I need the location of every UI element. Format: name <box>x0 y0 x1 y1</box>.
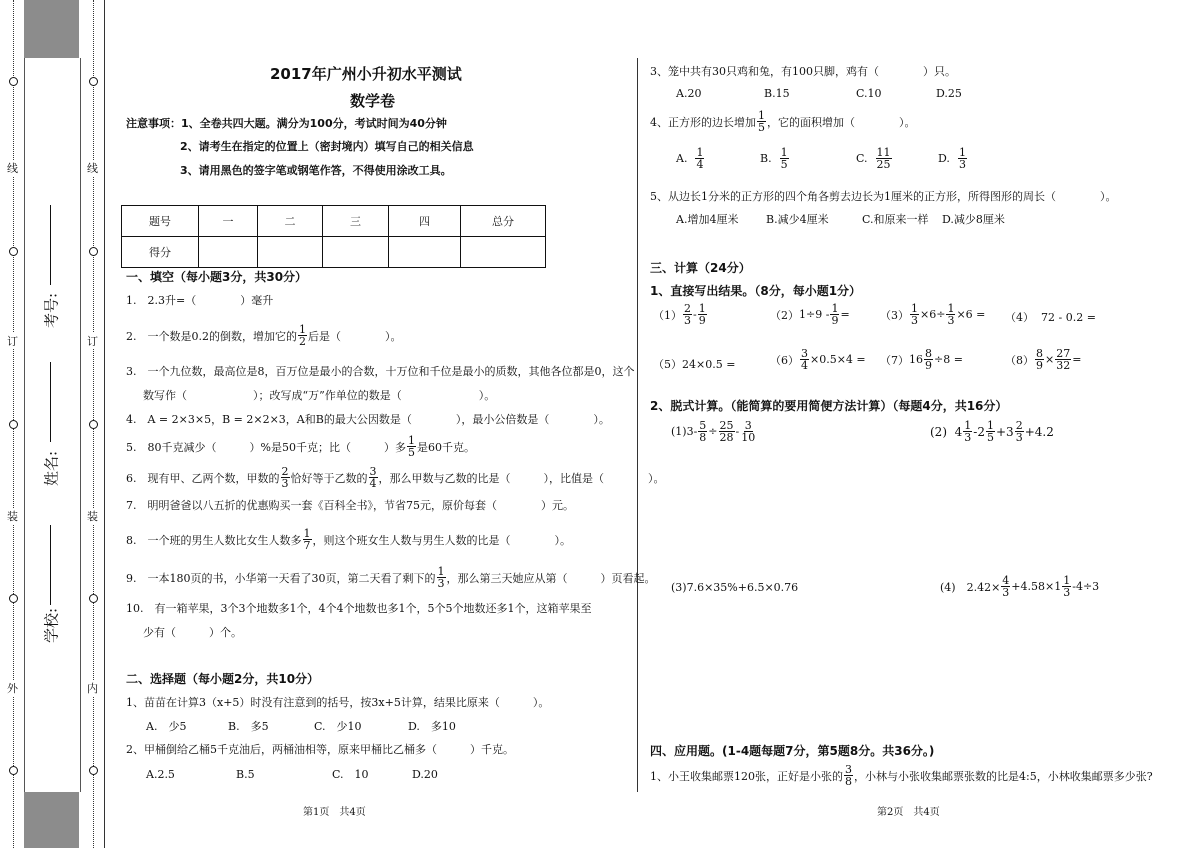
frac-num: 1 <box>958 146 966 159</box>
calc-item-8 <box>1005 348 1081 371</box>
frac-den: 4 <box>801 359 808 372</box>
calc-text: -2 <box>973 424 985 439</box>
frac-num: 27 <box>1056 347 1071 360</box>
frac-den: 25 <box>876 158 891 171</box>
frac-num: 2 <box>684 302 691 315</box>
choice-options-1 <box>146 718 456 734</box>
frac-num: 1 <box>758 109 765 122</box>
question-1: 1. 2.3升=（ ）毫升 <box>126 294 274 307</box>
frac-den: 4 <box>696 158 704 171</box>
frac-den: 3 <box>281 477 289 490</box>
fraction <box>298 324 307 347</box>
score-header-cell: 四 <box>389 206 461 237</box>
frac-den: 3 <box>1063 586 1071 599</box>
margin-box <box>24 58 81 792</box>
choice-question-2: 2、甲桶倒给乙桶5千克油后，两桶油相等，原来甲桶比乙桶多（ ）千克。 <box>126 743 514 756</box>
frac-den: 9 <box>1036 359 1043 372</box>
q9-text-a: 9. 一本180页的书，小华第一天看了30页，第二天看了剩下的 <box>126 571 436 585</box>
sub-2-title: 2、脱式计算。（能简算的要用简便方法计算）（每题4分，共16分） <box>650 399 1008 413</box>
frac-den: 3 <box>958 158 966 171</box>
margin-label: 内 <box>87 682 98 695</box>
step-calc-2 <box>930 420 1054 443</box>
option[interactable]: B. 多5 <box>228 720 269 733</box>
calc-item-4 <box>1005 309 1096 325</box>
frac-num: 4 <box>1002 574 1010 587</box>
fraction <box>876 147 892 170</box>
question-3-line-1: 3. 一个九位数，最高位是8，百万位是最小的合数，十万位和千位是最小的质数，其他各位都是0，这个 <box>126 365 635 378</box>
option[interactable]: D.减少8厘米 <box>942 213 1005 226</box>
margin-label: 装 <box>7 510 18 523</box>
frac-den: 28 <box>719 431 734 444</box>
fraction <box>369 466 378 489</box>
calc-text: 72 - 0.2 = <box>1041 310 1096 324</box>
option[interactable] <box>760 147 856 170</box>
option[interactable]: C.和原来一样 <box>862 213 929 226</box>
question-10-line-2: 少有（ ）个。 <box>143 626 242 639</box>
calc-text: +4.2 <box>1024 424 1054 439</box>
name-label: 姓名: <box>42 450 61 487</box>
question-2 <box>126 324 402 347</box>
calc-text: 1÷9 - <box>799 308 830 321</box>
circle-mark <box>89 247 98 256</box>
choice-options-5 <box>676 211 1005 227</box>
choice-question-5: 5、从边长1分米的正方形的四个角各剪去边长为1厘米的正方形，所得图形的周长（ ）。 <box>650 190 1117 203</box>
frac-num: 3 <box>369 465 377 478</box>
calc-label: （5） <box>653 358 682 371</box>
exam-number-label: 考号: <box>42 292 61 329</box>
fraction <box>910 303 919 326</box>
choice-options-3 <box>676 87 962 100</box>
frac-den: 3 <box>1015 431 1023 444</box>
calc-label: （2） <box>770 308 799 322</box>
calc-text: = <box>840 308 850 321</box>
question-6 <box>126 466 665 489</box>
fraction <box>986 420 995 443</box>
score-cell[interactable] <box>461 237 546 268</box>
calc-text: (4) 2.42× <box>940 580 1001 594</box>
score-cell[interactable] <box>389 237 461 268</box>
circle-mark <box>9 420 18 429</box>
fraction <box>1062 575 1071 598</box>
operator: - <box>735 425 740 438</box>
margin-label: 订 <box>87 335 98 348</box>
score-header-cell: 题号 <box>122 206 199 237</box>
frac-num: 3 <box>801 347 808 360</box>
calc-item-3 <box>880 303 985 326</box>
choice-options-2 <box>146 766 438 782</box>
frac-num: 3 <box>845 763 852 776</box>
calc-label: （7） <box>880 353 909 367</box>
gray-bar-top <box>24 0 79 58</box>
option-letter: C. <box>856 152 868 165</box>
circle-mark <box>9 77 18 86</box>
frac-num: 1 <box>780 146 788 159</box>
option[interactable]: D. 多10 <box>408 720 456 733</box>
option[interactable]: A.20 <box>676 87 702 100</box>
page-footer: 第2页 共4页 <box>877 807 940 818</box>
frac-num: 1 <box>964 419 972 432</box>
frac-num: 1 <box>831 302 839 315</box>
frac-den: 2 <box>299 335 306 348</box>
calc-label: （3） <box>880 308 909 322</box>
calc-label: （4） <box>1005 311 1034 324</box>
score-table <box>121 205 546 268</box>
calc-item-5 <box>653 356 735 372</box>
circle-mark <box>89 77 98 86</box>
circle-mark <box>9 594 18 603</box>
q2-text-a: 2. 一个数是0.2的倒数，增加它的 <box>126 329 297 343</box>
choice-question-4 <box>650 110 916 133</box>
fraction <box>946 303 955 326</box>
operator: ÷ <box>708 425 718 438</box>
calc-text: = <box>1072 353 1082 366</box>
calc-text: ×0.5×4 = <box>810 353 866 366</box>
gray-bar-bottom <box>24 792 79 848</box>
frac-den: 10 <box>741 431 756 444</box>
option[interactable] <box>856 147 938 170</box>
score-cell[interactable] <box>258 237 323 268</box>
frac-num: 2 <box>281 465 289 478</box>
question-text: 1、小王收集邮票120张，正好是小张的 <box>650 769 843 783</box>
question-8 <box>126 528 571 551</box>
fraction <box>800 348 809 371</box>
section-3-title: 三、计算（24分） <box>650 261 751 275</box>
note-item: 3、请用黑色的签字笔或钢笔作答，不得使用涂改工具。 <box>180 164 452 177</box>
step-calc-3: (3)7.6×35%+6.5×0.76 <box>671 581 799 594</box>
section-2-title: 二、选择题（每小题2分，共10分） <box>126 672 320 686</box>
option[interactable]: B.15 <box>764 87 790 100</box>
note-item: 2、请考生在指定的位置上（密封境内）填写自己的相关信息 <box>180 140 474 153</box>
fraction <box>695 147 704 170</box>
calc-text: ×6 = <box>956 308 986 321</box>
frac-den: 9 <box>925 359 932 372</box>
frac-den: 32 <box>1056 359 1071 372</box>
calc-item-1 <box>653 303 708 326</box>
q9-text-b: ，那么第三天她应从第（ ）页看起。 <box>446 571 656 585</box>
fraction <box>281 466 290 489</box>
margin-label: 线 <box>7 162 18 175</box>
option[interactable]: C.10 <box>856 87 882 100</box>
frac-den: 3 <box>964 431 972 444</box>
application-question-1 <box>650 764 1153 787</box>
score-header-cell: 总分 <box>461 206 546 237</box>
calc-item-2 <box>770 303 850 326</box>
score-row-label: 得分 <box>122 237 199 268</box>
score-header-cell: 一 <box>199 206 258 237</box>
fraction <box>719 420 735 443</box>
frac-num: 1 <box>947 302 955 315</box>
fraction <box>924 348 933 371</box>
calc-text: (2) <box>930 424 947 439</box>
score-header-cell: 二 <box>258 206 323 237</box>
question-text: ，小林与小张收集邮票张数的比是4:5，小林收集邮票多少张? <box>854 769 1153 783</box>
frac-den: 5 <box>758 121 765 134</box>
calc-text: ÷8 = <box>934 353 963 366</box>
frac-num: 1 <box>911 302 918 315</box>
choice-options-4 <box>676 147 968 170</box>
option[interactable]: D.25 <box>936 87 962 100</box>
q5-text-b: 是60千克。 <box>416 440 475 454</box>
fraction <box>757 110 766 133</box>
calc-text: +4.58×1 <box>1011 580 1062 593</box>
exam-subtitle: 数学卷 <box>350 92 396 110</box>
frac-den: 9 <box>831 314 839 327</box>
calc-text: -4÷3 <box>1072 580 1100 593</box>
option-letter: D. <box>938 152 950 165</box>
fraction <box>698 420 707 443</box>
option[interactable]: D.20 <box>412 767 438 781</box>
calc-label: （8） <box>1005 353 1034 367</box>
fraction <box>844 764 853 787</box>
fraction <box>1015 420 1024 443</box>
calc-text: 24×0.5 = <box>682 357 736 371</box>
frac-num: 3 <box>744 419 752 432</box>
frac-num: 1 <box>1063 574 1071 587</box>
option[interactable]: A. 少5 <box>146 720 187 733</box>
q2-text-b: 后是（ ）。 <box>308 329 402 343</box>
option[interactable]: B.5 <box>236 767 255 781</box>
page-footer: 第1页 共4页 <box>303 807 366 818</box>
frac-den: 4 <box>369 477 377 490</box>
option[interactable] <box>938 147 968 170</box>
margin-label: 线 <box>87 162 98 175</box>
margin-label: 装 <box>87 510 98 523</box>
frac-num: 1 <box>986 419 994 432</box>
frac-den: 3 <box>947 314 955 327</box>
choice-question-1: 1、苗苗在计算3（x+5）时没有注意到的括号，按3x+5计算，结果比原来（ ）。 <box>126 696 550 709</box>
calc-text: 16 <box>909 353 923 366</box>
option[interactable]: C. 10 <box>332 768 369 781</box>
circle-mark <box>89 594 98 603</box>
calc-label: （6） <box>770 353 799 367</box>
frac-den: 3 <box>437 577 445 590</box>
calc-item-7 <box>880 348 963 371</box>
frac-num: 2 <box>1015 419 1023 432</box>
operator: - <box>693 308 697 321</box>
sub-1-title: 1、直接写出结果。（8分，每小题1分） <box>650 284 862 298</box>
calc-text: (1)3- <box>671 425 698 438</box>
frac-num: 11 <box>876 146 891 159</box>
frac-den: 3 <box>684 314 691 327</box>
frac-num: 1 <box>299 323 306 336</box>
option[interactable]: A.增加4厘米 <box>676 213 739 226</box>
q6-text-b: 恰好等于乙数的 <box>290 471 368 485</box>
question-9 <box>126 566 656 589</box>
circle-mark <box>89 766 98 775</box>
fraction <box>740 420 756 443</box>
frac-den: 3 <box>1002 586 1010 599</box>
frac-num: 1 <box>698 302 706 315</box>
fraction <box>698 303 707 326</box>
fraction <box>407 435 416 458</box>
note-item: 1、全卷共四大题。满分为100分，考试时间为40分钟 <box>181 117 447 130</box>
margin-label: 外 <box>7 682 18 695</box>
fraction <box>1035 348 1044 371</box>
margin-label: 订 <box>7 335 18 348</box>
fraction <box>1001 575 1010 598</box>
school-label: 学校: <box>42 607 61 644</box>
frac-den: 5 <box>407 446 415 459</box>
fraction <box>958 147 967 170</box>
frac-den: 5 <box>780 158 788 171</box>
c4-text-b: ，它的面积增加（ ）。 <box>767 115 916 129</box>
q6-text-c: ，那么甲数与乙数的比是（ ），比值是（ ）。 <box>378 471 665 485</box>
frac-den: 7 <box>303 539 311 552</box>
circle-mark <box>89 420 98 429</box>
exam-title: 2017年广州小升初水平测试 <box>270 65 462 83</box>
notes-line-1 <box>126 115 447 131</box>
frac-num: 1 <box>303 527 311 540</box>
q8-text-a: 8. 一个班的男生人数比女生人数多 <box>126 533 302 547</box>
score-cell[interactable] <box>199 237 258 268</box>
fraction <box>437 566 446 589</box>
name-line[interactable] <box>50 362 51 442</box>
circle-mark <box>9 247 18 256</box>
calc-text: +3 <box>995 424 1014 439</box>
frac-num: 1 <box>407 434 415 447</box>
frac-den: 5 <box>986 431 994 444</box>
option[interactable]: B.减少4厘米 <box>766 213 829 226</box>
option-letter: A. <box>676 152 688 165</box>
fraction <box>1055 348 1071 371</box>
option[interactable]: C. 少10 <box>314 720 362 733</box>
frac-num: 8 <box>1036 347 1043 360</box>
frac-num: 1 <box>696 146 704 159</box>
option-letter: B. <box>760 152 772 165</box>
score-cell[interactable] <box>323 237 389 268</box>
score-header-cell: 三 <box>323 206 389 237</box>
question-10-line-1: 10. 有一箱苹果，3个3个地数多1个，4个4个地数也多1个，5个5个地数还多1个，这箱苹果至 <box>126 602 592 615</box>
frac-den: 9 <box>698 314 706 327</box>
frac-den: 8 <box>699 431 707 444</box>
calc-label: （1） <box>653 308 682 322</box>
q8-text-b: ，则这个班女生人数与男生人数的比是（ ）。 <box>312 533 571 547</box>
circle-mark <box>9 766 18 775</box>
calc-text: 4 <box>954 424 963 439</box>
frac-num: 1 <box>437 565 445 578</box>
frac-num: 25 <box>719 419 734 432</box>
fraction <box>683 303 692 326</box>
frac-den: 3 <box>911 314 918 327</box>
school-line[interactable] <box>50 525 51 605</box>
question-4: 4. A = 2×3×5，B = 2×2×3，A和B的最大公因数是（ ），最小公倍数是（ ）。 <box>126 413 610 426</box>
question-5 <box>126 435 475 458</box>
notes-head: 注意事项： <box>126 117 181 130</box>
section-4-title: 四、应用题。(1-4题每题7分，第5题8分。共36分。) <box>650 744 935 758</box>
exam-number-line[interactable] <box>50 205 51 285</box>
choice-question-3: 3、笼中共有30只鸡和兔，有100只脚，鸡有（ ）只。 <box>650 65 956 78</box>
fraction <box>780 147 789 170</box>
frac-den: 8 <box>845 775 852 788</box>
calc-item-6 <box>770 348 866 371</box>
fraction <box>303 528 312 551</box>
calc-text: ×6÷ <box>920 308 946 321</box>
q5-text-a: 5. 80千克减少（ ）%是50千克；比（ ）多 <box>126 440 406 454</box>
step-calc-1 <box>671 420 757 443</box>
fraction <box>830 303 839 326</box>
q6-text-a: 6. 现有甲、乙两个数，甲数的 <box>126 471 280 485</box>
step-calc-4 <box>940 575 1099 598</box>
c4-text-a: 4、正方形的边长增加 <box>650 115 756 129</box>
page-left-border <box>104 0 105 848</box>
frac-num: 5 <box>699 419 707 432</box>
fraction <box>963 420 972 443</box>
question-7: 7. 明明爸爸以八五折的优惠购买一套《百科全书》，节省75元，原价每套（ ）元。 <box>126 499 574 512</box>
option[interactable]: A.2.5 <box>146 767 175 781</box>
operator: × <box>1045 353 1055 366</box>
question-3-line-2: 数写作（ ）；改写成“万”作单位的数是（ ）。 <box>143 389 496 402</box>
page-divider <box>637 58 638 792</box>
frac-num: 8 <box>925 347 932 360</box>
option[interactable] <box>676 147 760 170</box>
section-1-title: 一、填空（每小题3分，共30分） <box>126 270 308 284</box>
